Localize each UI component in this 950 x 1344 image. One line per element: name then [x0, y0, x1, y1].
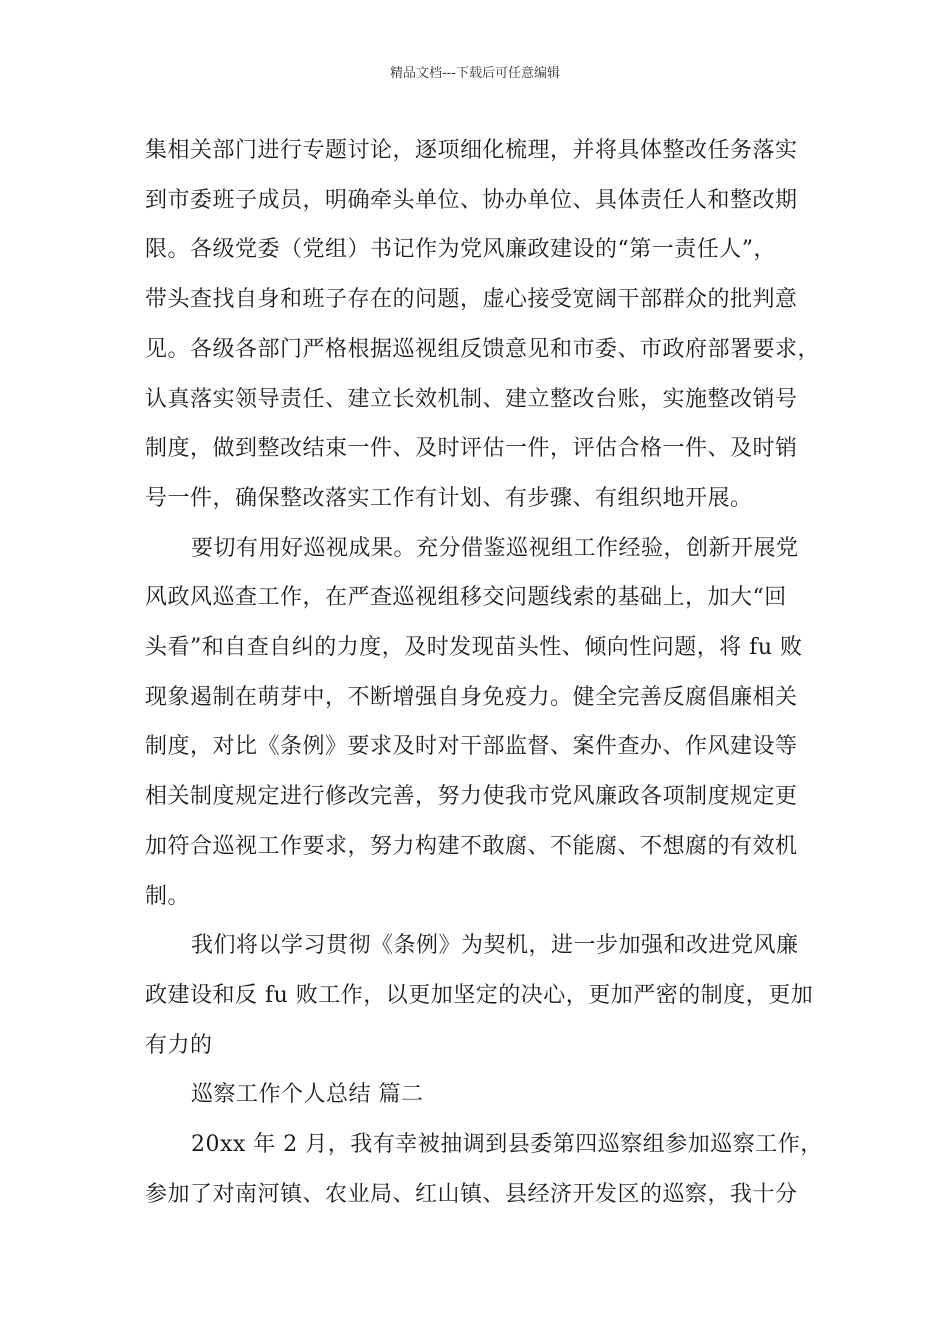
text-line: 风政风巡查工作，在严查巡视组移交问题线索的基础上，加大“回 [145, 585, 787, 610]
text-line: 认真落实领导责任、建立长效机制、建立整改台账，实施整改销号 [145, 387, 798, 412]
text-line: 号一件，确保整改落实工作有计划、有步骤、有组织地开展。 [145, 486, 753, 511]
text-line: 到市委班子成员，明确牵头单位、协办单位、具体责任人和整改期 [145, 188, 798, 213]
text-line: 带头查找自身和班子存在的问题，虚心接受宽阔干部群众的批判意 [145, 287, 798, 312]
text-line: 要切有用好巡视成果。充分借鉴巡视组工作经验，创新开展党 [191, 536, 799, 561]
text-line: 见。各级各部门严格根据巡视组反馈意见和市委、市政府部署要求， [145, 337, 821, 362]
text-line: 政建设和反 fu 败工作，以更加坚定的决心，更加严密的制度，更加 [145, 983, 814, 1008]
text-line: 集相关部门进行专题讨论，逐项细化梳理，并将具体整改任务落实 [145, 138, 798, 163]
text-line: 制。 [145, 884, 191, 909]
text-line: 我们将以学习贯彻《条例》为契机，进一步加强和改进党风廉 [191, 933, 799, 958]
text-line: 限。各级党委（党组）书记作为党风廉政建设的“第一责任人”， [145, 237, 776, 262]
text-line: 头看”和自查自纠的力度，及时发现苗头性、倾向性问题，将 fu 败 [145, 635, 803, 660]
text-line: 巡察工作个人总结 篇二 [191, 1082, 424, 1107]
text-line: 相关制度规定进行修改完善，努力使我市党风廉政各项制度规定更 [145, 784, 798, 809]
text-line: 制度，做到整改结束一件、及时评估一件，评估合格一件、及时销 [145, 436, 798, 461]
text-line: 加符合巡视工作要求，努力构建不敢腐、不能腐、不想腐的有效机 [145, 834, 798, 859]
text-line: 制度，对比《条例》要求及时对干部监督、案件查办、作风建设等 [145, 734, 798, 759]
text-line: 20xx 年 2 月，我有幸被抽调到县委第四巡察组参加巡察工作， [191, 1132, 823, 1157]
text-line: 有力的 [145, 1033, 213, 1058]
text-line: 现象遏制在萌芽中，不断增强自身免疫力。健全完善反腐倡廉相关 [145, 685, 798, 710]
page-header: 精品文档---下载后可任意编辑 [389, 66, 561, 81]
text-line: 参加了对南河镇、农业局、红山镇、县经济开发区的巡察，我十分 [145, 1182, 798, 1207]
